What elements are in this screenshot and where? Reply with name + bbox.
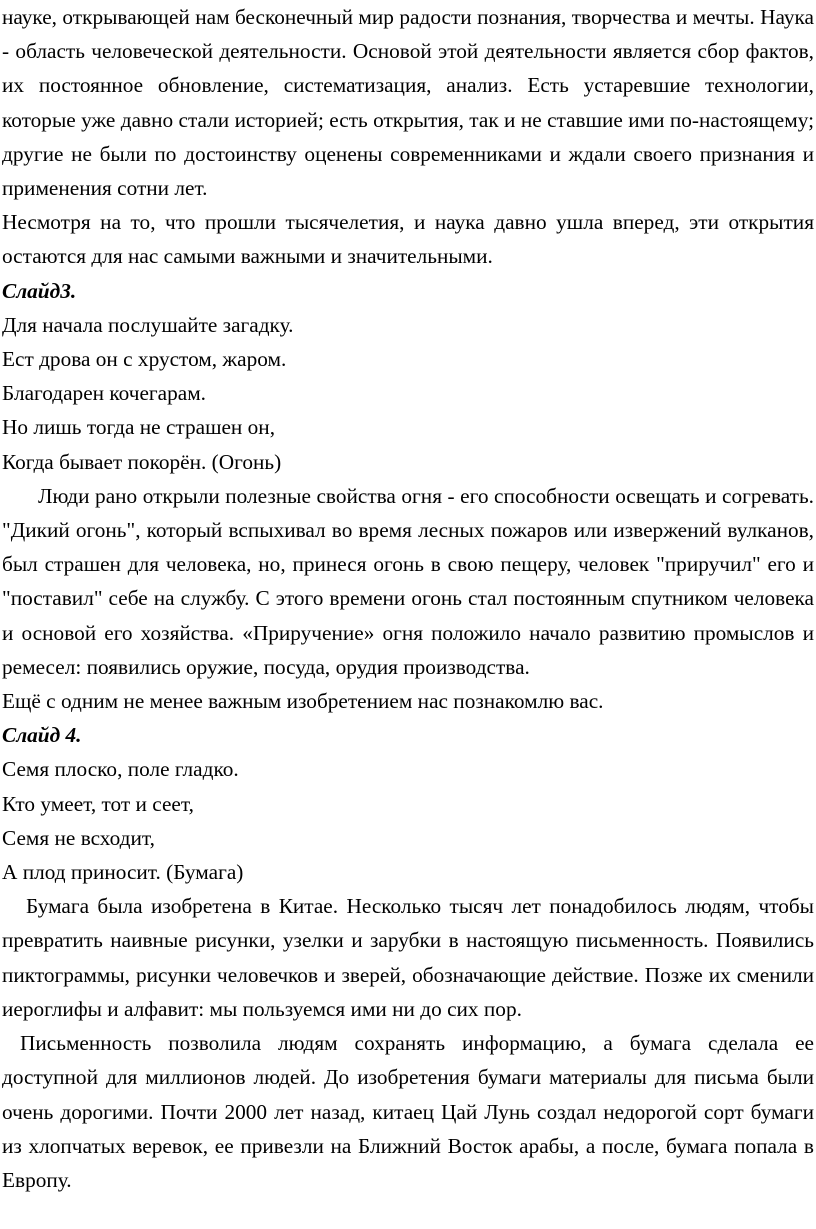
riddle-line: Для начала послушайте загадку.	[2, 312, 294, 337]
paragraph-fire: Люди рано открыли полезные свойства огня - его способности освещать и согревать. "Дикий огонь", который вспыхивал во время лесных пожаров или извержений вулканов, был страшен для человека, но, принеся огонь в свою пещеру, человек "приручил" его и "поставил" себе на службу. С этого времени огонь стал постоянным спутником человека и основой его хозяйства. «Приручение» огня положило начало развитию промыслов и ремесел: появились оружие, посуда, орудия производства.	[2, 483, 814, 679]
riddle-line: Ест дрова он с хрустом, жаром.	[2, 347, 287, 372]
riddle-line: Семя плоско, поле гладко.	[2, 757, 239, 782]
riddle-line: Кто умеет, тот и сеет,	[2, 791, 194, 816]
paragraph-writing: Письменность позволила людям сохранять информацию, а бумага сделала ее доступной для миллионов людей. До изобретения бумаги материалы для письма были очень дорогими. Почти 2000 лет назад, китаец Цай Лунь создал недорогой сорт бумаги из хлопчатых веревок, ее привезли на Ближний Восток арабы, а после, бумага попала в Европу.	[2, 1031, 814, 1192]
slide-4-heading: Слайд 4.	[2, 723, 82, 748]
paragraph-paper: Бумага была изобретена в Китае. Несколько тысяч лет понадобилось людям, чтобы превратить наивные рисунки, узелки и зарубки в настоящую письменность. Появились пиктограммы, рисунки человечков и зверей, обозначающие действие. Позже их сменили иероглифы и алфавит: мы пользуемся ими ни до сих пор.	[2, 894, 814, 1021]
slide-3-heading: Слайд3.	[2, 278, 77, 303]
riddle-line: Семя не всходит,	[2, 825, 155, 850]
riddle-line: Но лишь тогда не страшен он,	[2, 415, 276, 440]
riddle-line: Благодарен кочегарам.	[2, 381, 206, 406]
riddle-line: Когда бывает покорён. (Огонь)	[2, 449, 282, 474]
paragraph-discoveries: Несмотря на то, что прошли тысячелетия, и наука давно ушла вперед, эти открытия остаются для нас самыми важными и значительными.	[2, 210, 814, 269]
paragraph-intro: науке, открывающей нам бесконечный мир радости познания, творчества и мечты. Наука - область человеческой деятельности. Основой этой деятельности является сбор фактов, их постоянное обновление, систематизация, анализ. Есть устаревшие технологии, которые уже давно стали историей; есть открытия, так и не ставшие ими по-настоящему; другие не были по достоинству оценены современниками и ждали своего признания и применения сотни лет.	[2, 5, 814, 201]
paragraph-transition: Ещё с одним не менее важным изобретением нас познакомлю вас.	[2, 689, 604, 714]
riddle-line: А плод приносит. (Бумага)	[2, 860, 244, 885]
